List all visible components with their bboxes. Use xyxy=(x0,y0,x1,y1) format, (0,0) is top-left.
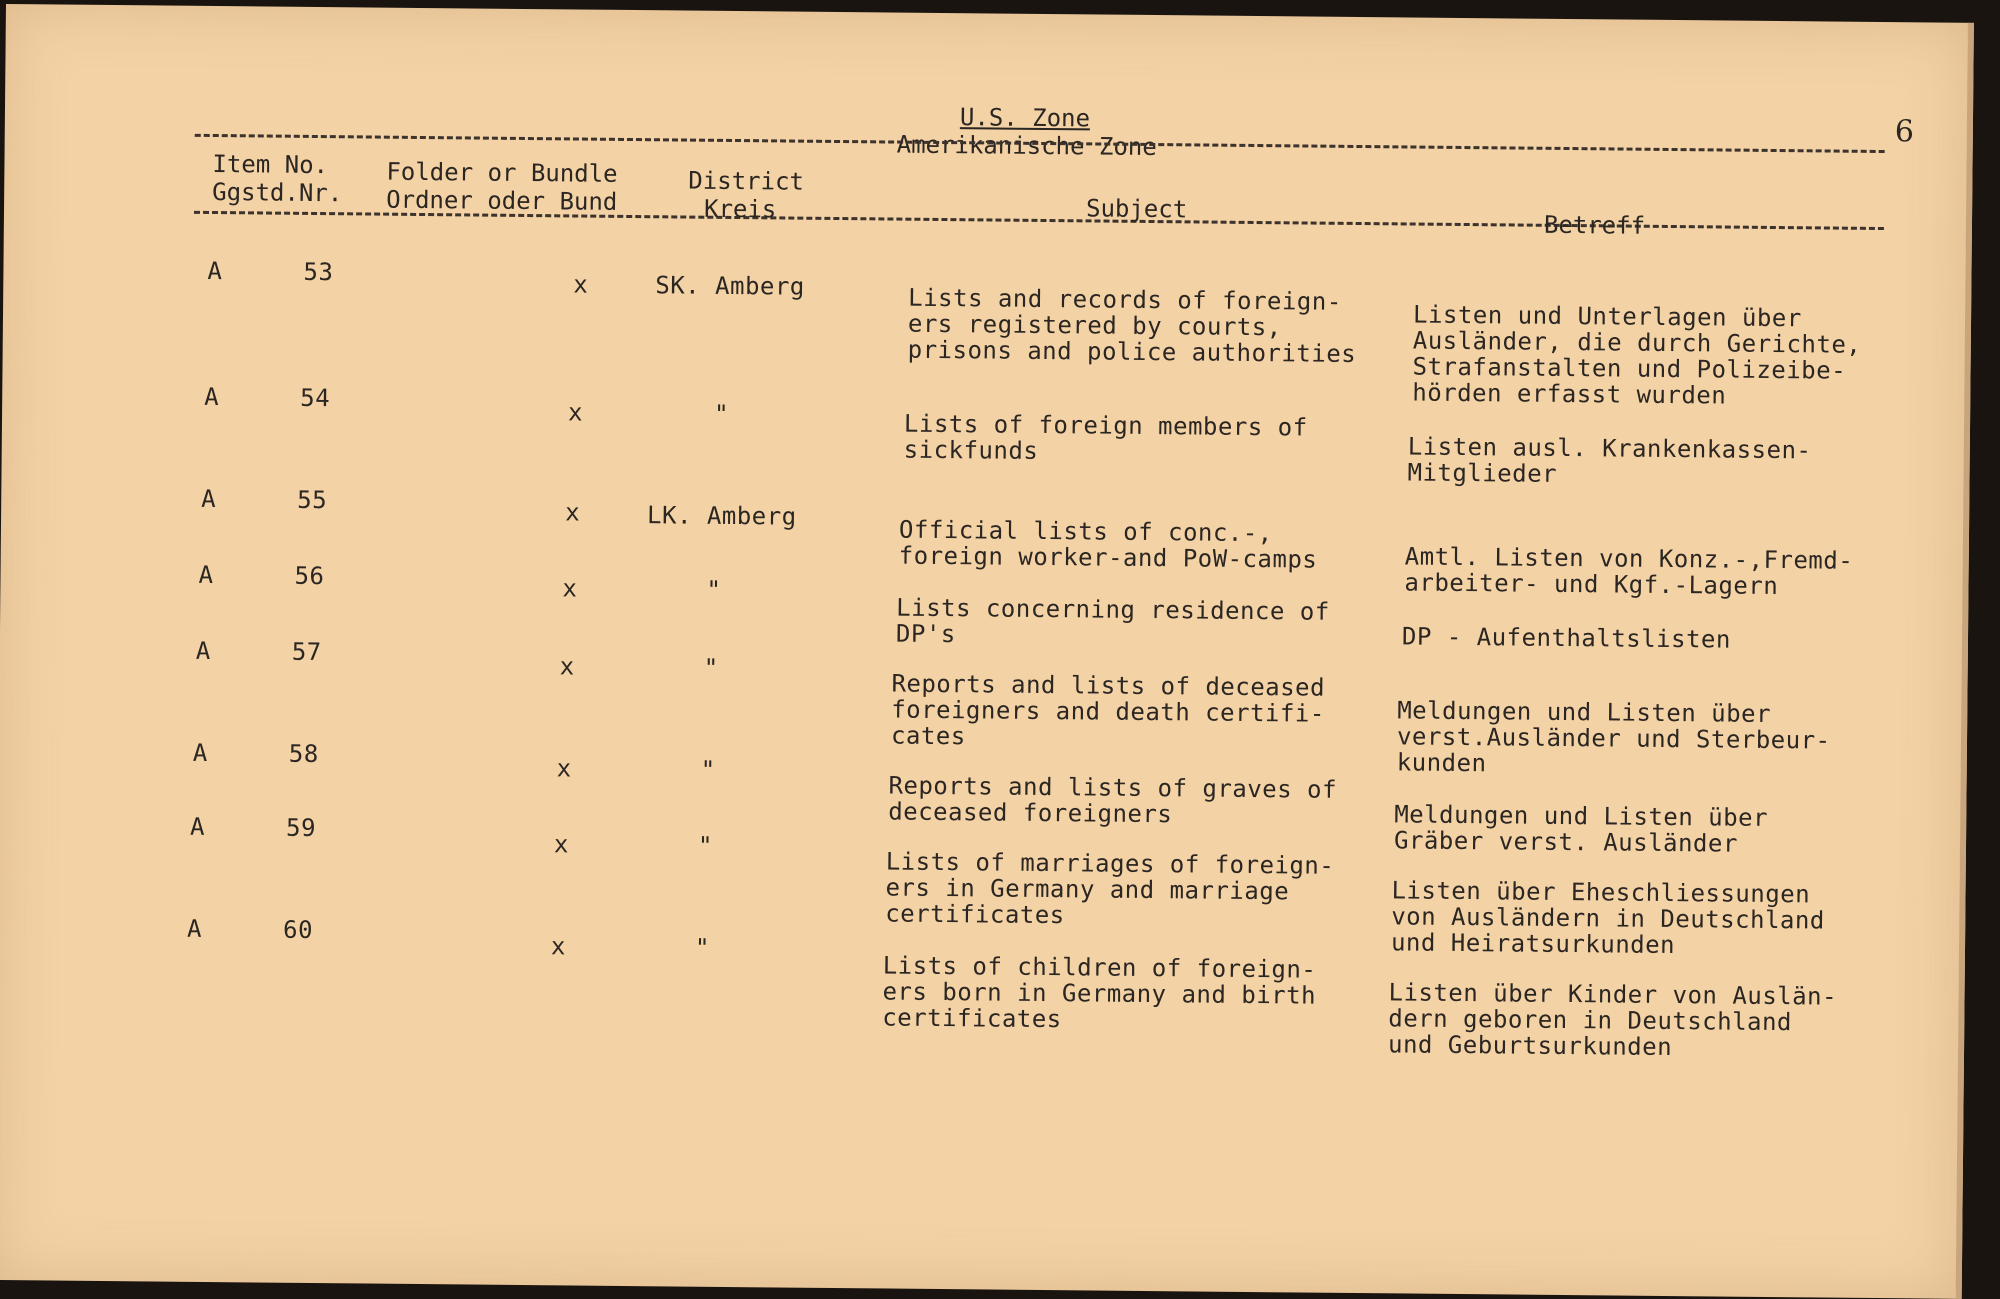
row-district: " xyxy=(703,653,719,682)
row-district: LK. Amberg xyxy=(646,501,797,531)
row-betreff: Meldungen und Listen über Gräber verst. Ausländer xyxy=(1393,800,1769,858)
row-district: " xyxy=(697,831,714,860)
row-number: 53 xyxy=(303,257,334,287)
row-district: " xyxy=(713,399,730,428)
document-page xyxy=(0,4,1974,1299)
row-subject: Lists of children of foreign- ers born in Germany and birth certificates xyxy=(882,951,1317,1034)
row-folder-mark: x xyxy=(559,652,575,681)
row-number: 58 xyxy=(288,739,319,769)
row-number: 59 xyxy=(285,813,317,843)
row-letter: A xyxy=(192,738,208,767)
page-number: 6 xyxy=(1894,114,1915,150)
row-letter: A xyxy=(207,256,223,286)
row-district: " xyxy=(694,933,711,962)
row-betreff: Listen über Kinder von Auslän- dern geboren in Deutschland und Geburtsurkunden xyxy=(1387,978,1838,1062)
row-district: " xyxy=(706,575,722,604)
row-folder-mark: x xyxy=(556,754,572,783)
zone-title-en: U.S. Zone xyxy=(959,103,1091,133)
row-letter: A xyxy=(189,812,206,841)
zone-title-de: Amerikanische Zone xyxy=(896,130,1157,162)
header-item-en: Item No. xyxy=(212,149,329,180)
row-folder-mark: x xyxy=(562,574,578,603)
row-number: 60 xyxy=(282,915,314,944)
row-number: 56 xyxy=(294,561,325,591)
header-folder-de: Ordner oder Bund xyxy=(386,185,618,216)
row-betreff: Listen über Eheschliessungen von Ausländern in Deutschland und Heiratsurkunden xyxy=(1390,876,1825,960)
row-betreff: Listen ausl. Krankenkassen- Mitglieder xyxy=(1407,432,1812,488)
row-number: 57 xyxy=(291,637,322,667)
row-letter: A xyxy=(198,560,214,590)
row-letter: A xyxy=(204,382,220,412)
header-betreff: Betreff xyxy=(1543,210,1646,240)
row-letter: A xyxy=(195,636,211,665)
row-subject: Reports and lists of deceased foreigners and death certifi- cates xyxy=(890,669,1326,751)
row-subject: Official lists of conc.-, foreign worker-and PoW-camps xyxy=(898,515,1318,574)
row-folder-mark: x xyxy=(567,398,584,427)
row-district: " xyxy=(700,755,716,784)
header-subject: Subject xyxy=(1085,194,1188,224)
row-folder-mark: x xyxy=(550,932,567,961)
row-subject: Lists concerning residence of DP's xyxy=(895,593,1330,649)
header-district-de: Kreis xyxy=(703,194,777,224)
header-folder-en: Folder or Bundle xyxy=(386,157,618,188)
row-letter: A xyxy=(186,914,203,943)
row-betreff: Amtl. Listen von Konz.-,Fremd- arbeiter- und Kgf.-Lagern xyxy=(1404,542,1854,601)
header-district-en: District xyxy=(688,166,805,196)
row-folder-mark: x xyxy=(553,830,570,859)
row-subject: Lists of marriages of foreign- ers in Germany and marriage certificates xyxy=(885,847,1335,930)
row-subject: Reports and lists of graves of deceased foreigners xyxy=(888,771,1338,829)
row-subject: Lists and records of foreign- ers registered by courts, prisons and police authorities xyxy=(907,283,1357,368)
row-number: 54 xyxy=(300,383,331,413)
row-letter: A xyxy=(201,484,217,514)
row-folder-mark: x xyxy=(565,498,581,527)
row-subject: Lists of foreign members of sickfunds xyxy=(903,409,1308,465)
header-item-de: Ggstd.Nr. xyxy=(212,177,343,208)
row-betreff: DP - Aufenthaltslisten xyxy=(1401,622,1732,654)
row-folder-mark: x xyxy=(573,270,589,299)
row-betreff: Meldungen und Listen über verst.Ausländer und Sterbeur- kunden xyxy=(1396,696,1831,778)
row-district: SK. Amberg xyxy=(655,271,805,301)
row-betreff: Listen und Unterlagen über Ausländer, die durch Gerichte, Strafanstalten und Polizeibe- hörden erfasst wurden xyxy=(1412,300,1862,410)
row-number: 55 xyxy=(297,485,328,515)
